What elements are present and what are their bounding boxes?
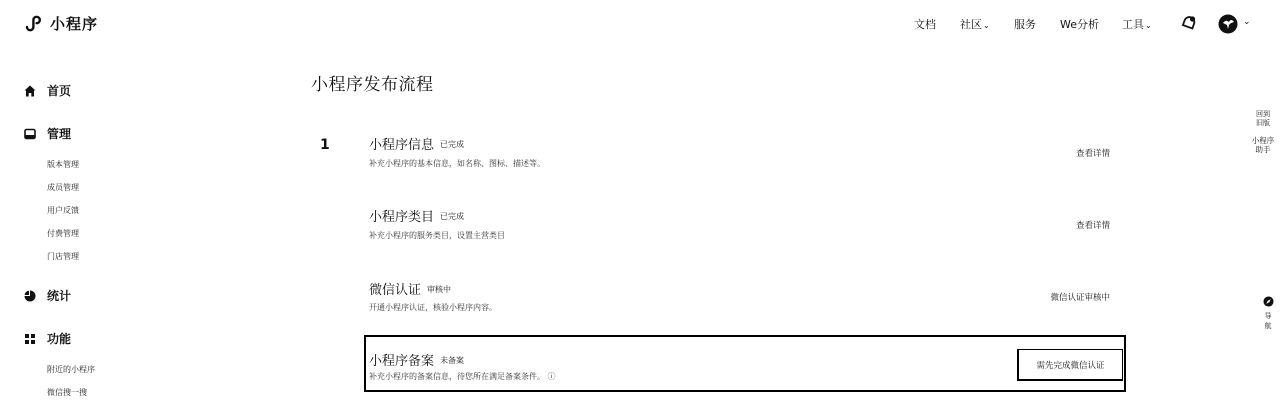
nav-community[interactable]: 社区⌄ <box>960 18 990 31</box>
step-desc-info: 补充小程序的基本信息，如名称、图标、描述等。 <box>369 159 545 168</box>
nav-we-analytics[interactable]: We分析 <box>1060 18 1099 31</box>
info-icon[interactable]: ⓘ <box>547 372 556 381</box>
home-icon <box>24 85 36 97</box>
sidebar-item-user-feedback[interactable]: 用户反馈 <box>47 206 79 215</box>
chevron-down-icon: ⌄ <box>983 21 990 30</box>
step-title-wechat-verify: 微信认证 审核中 <box>369 283 452 298</box>
sidebar-item-manage[interactable]: 管理 <box>24 125 71 142</box>
complete-verification-button[interactable]: 需先完成微信认证 <box>1017 349 1123 381</box>
user-avatar-icon[interactable] <box>1218 14 1238 34</box>
sidebar-item-wechat-search[interactable]: 微信搜一搜 <box>47 388 87 397</box>
nav-tools[interactable]: 工具⌄ <box>1122 18 1152 31</box>
status-badge: 已完成 <box>440 212 465 221</box>
verify-status-text: 微信认证审核中 <box>1050 293 1110 303</box>
filing-step-card <box>364 335 1126 392</box>
nav-guide-link[interactable]: 导 航 <box>1259 296 1277 331</box>
chevron-down-icon[interactable]: ⌄ <box>1243 17 1251 27</box>
sidebar-item-version-manage[interactable]: 版本管理 <box>47 160 79 169</box>
step-title-category: 小程序类目 已完成 <box>369 210 465 225</box>
status-badge: 未备案 <box>440 356 465 365</box>
mini-program-logo-icon[interactable] <box>24 13 44 33</box>
chevron-down-icon: ⌄ <box>1145 21 1152 30</box>
sidebar-item-stats[interactable]: 统计 <box>24 287 71 304</box>
sidebar-item-nearby-mini-programs[interactable]: 附近的小程序 <box>47 365 95 374</box>
step-desc-filing: 补充小程序的备案信息，待您所在满足备案条件。 ⓘ <box>369 372 556 381</box>
notification-bell-icon[interactable] <box>1180 14 1198 32</box>
step-title-info: 小程序信息 已完成 <box>369 138 465 153</box>
compass-icon <box>1263 296 1274 307</box>
page-title: 小程序发布流程 <box>311 75 434 95</box>
grid-icon <box>24 333 36 345</box>
step-desc-wechat-verify: 开通小程序认证，核验小程序内容。 <box>369 303 497 312</box>
nav-docs[interactable]: 文档 <box>914 18 936 31</box>
step-number: 1 <box>320 137 330 153</box>
logo-text[interactable]: 小程序 <box>50 15 99 33</box>
inbox-icon <box>24 128 36 140</box>
status-badge: 已完成 <box>440 140 465 149</box>
step-desc-category: 补充小程序的服务类目，设置主营类目 <box>369 231 505 240</box>
sidebar-item-features[interactable]: 功能 <box>24 330 71 347</box>
view-details-link[interactable]: 查看详情 <box>1075 149 1110 159</box>
back-to-old-version-link[interactable]: 回到 旧版 <box>1256 110 1270 127</box>
mini-program-assistant-link[interactable]: 小程序 助手 <box>1251 136 1275 154</box>
view-details-link[interactable]: 查看详情 <box>1075 221 1110 231</box>
sidebar-item-payment-manage[interactable]: 付费管理 <box>47 229 79 238</box>
step-title-filing: 小程序备案 未备案 <box>369 354 465 369</box>
nav-services[interactable]: 服务 <box>1014 18 1036 31</box>
sidebar-item-store-manage[interactable]: 门店管理 <box>47 252 79 261</box>
sidebar-item-member-manage[interactable]: 成员管理 <box>47 183 79 192</box>
sidebar-item-home[interactable]: 首页 <box>24 82 71 99</box>
pie-chart-icon <box>24 290 36 302</box>
status-badge: 审核中 <box>427 285 452 294</box>
